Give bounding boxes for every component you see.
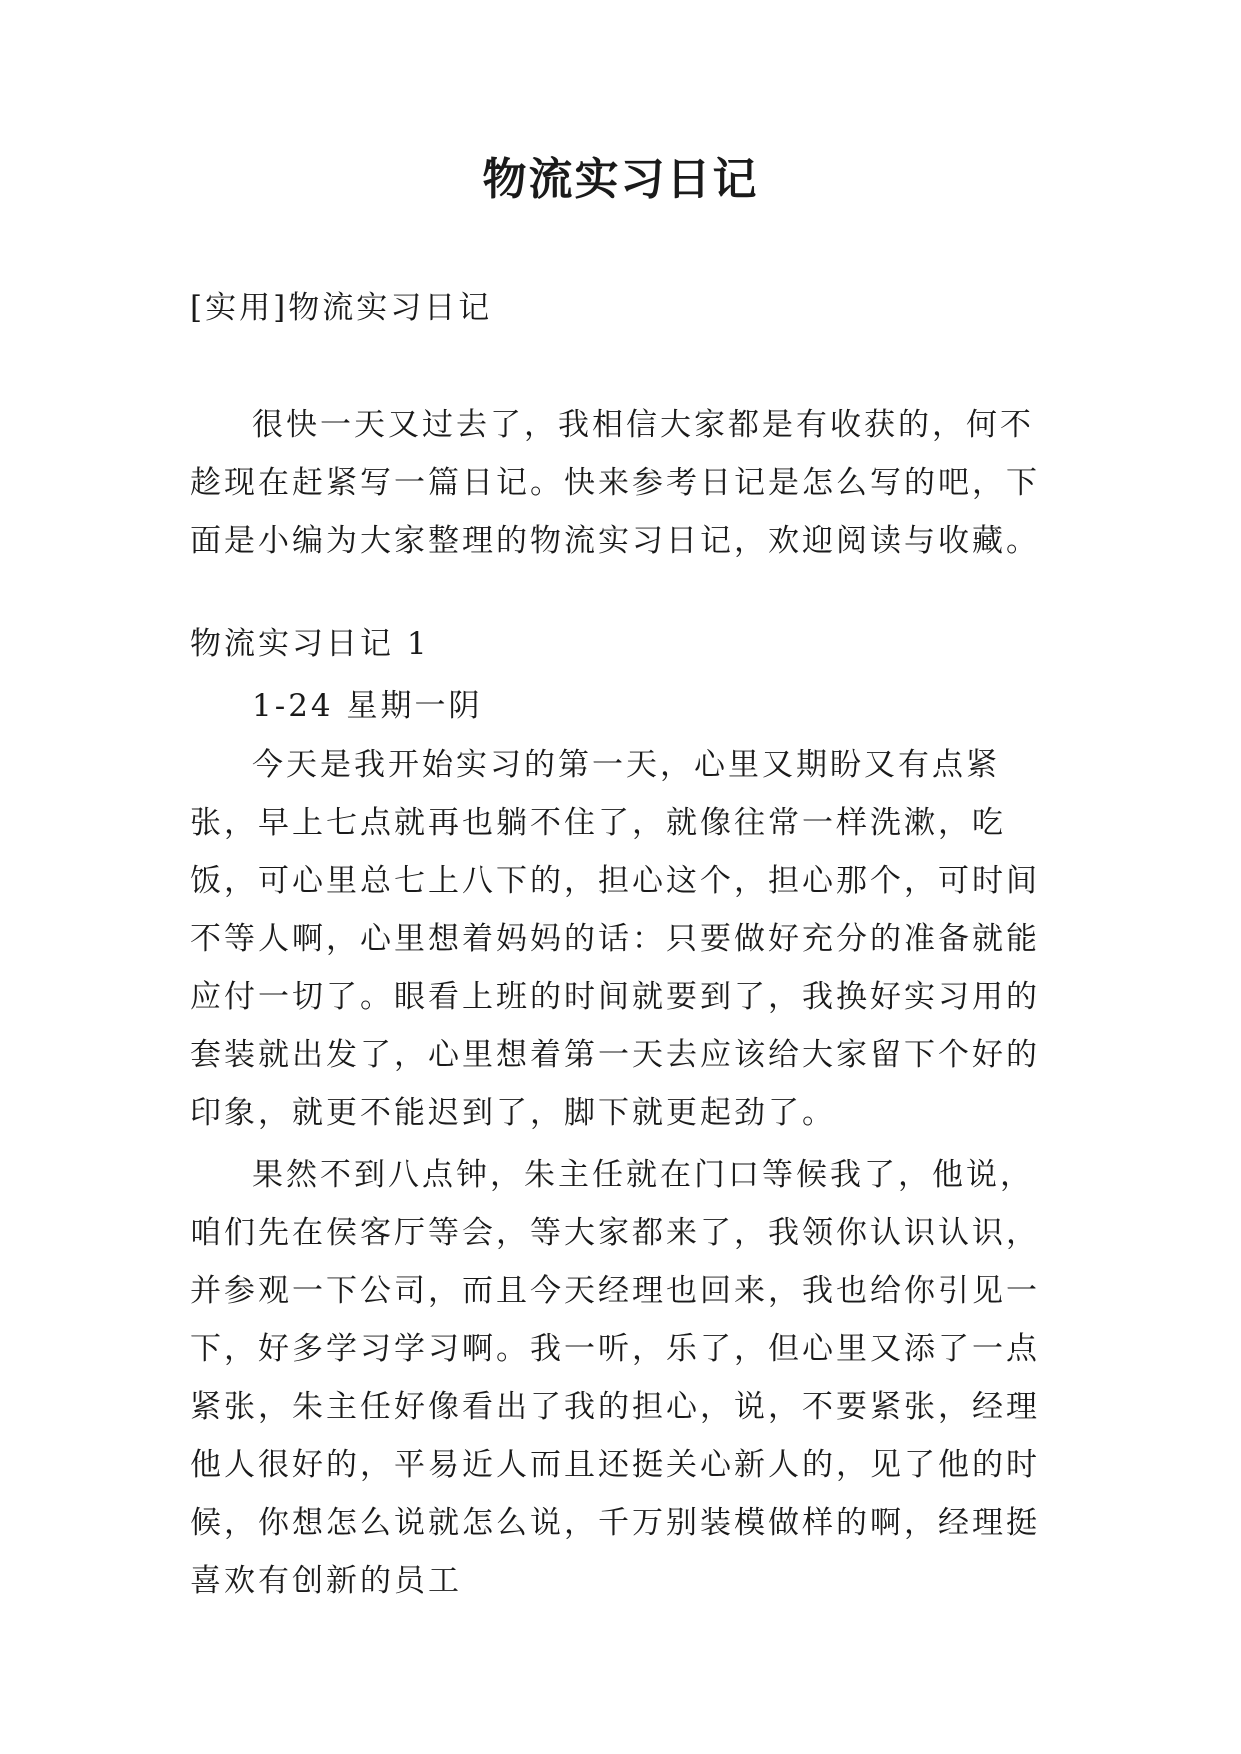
document-subtitle: [实用]物流实习日记	[190, 290, 493, 326]
document-body	[190, 288, 1060, 1610]
body-paragraph: 果然不到八点钟，朱主任就在门口等候我了，他说，咱们先在侯客厅等会，等大家都来了，我领你认识认识，并参观一下公司，而且今天经理也回来，我也给你引见一下，好多学习学习啊。我一听，乐了，但心里又添了一点紧张，朱主任好像看出了我的担心，说，不要紧张，经理他人很好的，平易近人而且还挺关心新人的，见了他的时候，你想怎么说就怎么说，千万别装模做样的啊，经理挺喜欢有创新的员工	[190, 1157, 1040, 1599]
diary-date-line: 1-24 星期一阴	[252, 688, 483, 724]
section-heading: 物流实习日记 1	[190, 626, 430, 662]
body-paragraph: 今天是我开始实习的第一天，心里又期盼又有点紧张，早上七点就再也躺不住了，就像往常一样洗漱，吃饭，可心里总七上八下的，担心这个，担心那个，可时间不等人啊，心里想着妈妈的话：只要做好充分的准备就能应付一切了。眼看上班的时间就要到了，我换好实习用的套装就出发了，心里想着第一天去应该给大家留下个好的印象，就更不能迟到了，脚下就更起劲了。	[190, 747, 1040, 1131]
document-title: 物流实习日记	[482, 154, 759, 205]
intro-paragraph: 很快一天又过去了，我相信大家都是有收获的，何不趁现在赶紧写一篇日记。快来参考日记是怎么写的吧，下面是小编为大家整理的物流实习日记，欢迎阅读与收藏。	[190, 407, 1040, 559]
